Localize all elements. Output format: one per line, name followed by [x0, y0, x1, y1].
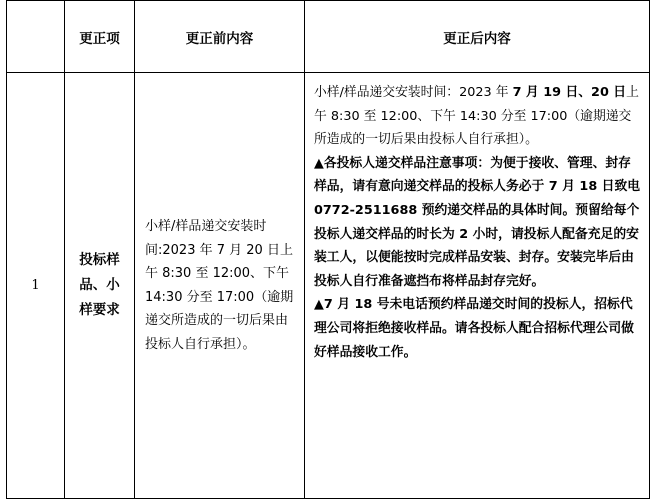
- row-item-line: 投标样: [79, 252, 120, 268]
- table-row: [7, 73, 650, 499]
- after-text: 小样/样品递交安装时间：2023 年: [314, 85, 513, 100]
- after-paragraph-notice: ▲各投标人递交样品注意事项：为便于接收、管理、封存样品，请有意向递交样品的投标人务必于 7 月 18 日致电 0772-2511688 预约递交样品的具体时间。预留给每个投标人递交样品的时长为 2 小时，请投标人配备充足的安装工人，以便能按时完成样品安装、封存。安装完毕后由投标人自行准备遮挡布将样品封存完好。: [314, 155, 641, 289]
- row-item: [65, 73, 135, 499]
- header-before: 更正前内容: [135, 1, 305, 73]
- after-text: 上午 8:30 至 12:00、下午 14:30 分至 17:00（逾期递交所造成的一切后果由投标人自行承担）。: [314, 85, 639, 148]
- row-after-content: [305, 73, 650, 499]
- row-before-content: 小样/样品递交安装时间:2023 年 7 月 20 日上午 8:30 至 12:00、下午 14:30 分至 17:00（逾期递交所造成的一切后果由投标人自行承担）。: [135, 73, 305, 499]
- header-row: [7, 1, 650, 73]
- after-paragraph-time: [314, 81, 643, 152]
- header-index: [7, 1, 65, 73]
- row-item-line: 样要求: [79, 302, 120, 318]
- correction-table: [6, 0, 650, 499]
- header-after: 更正后内容: [305, 1, 650, 73]
- after-paragraph-warning: ▲7 月 18 号未电话预约样品递交时间的投标人，招标代理公司将拒绝接收样品。请各投标人配合招标代理公司做好样品接收工作。: [314, 297, 634, 360]
- header-item: 更正项: [65, 1, 135, 73]
- row-index: 1: [7, 73, 65, 499]
- after-date-bold: 7 月 19 日、20 日: [512, 85, 627, 100]
- row-item-line: 品、小: [79, 277, 120, 293]
